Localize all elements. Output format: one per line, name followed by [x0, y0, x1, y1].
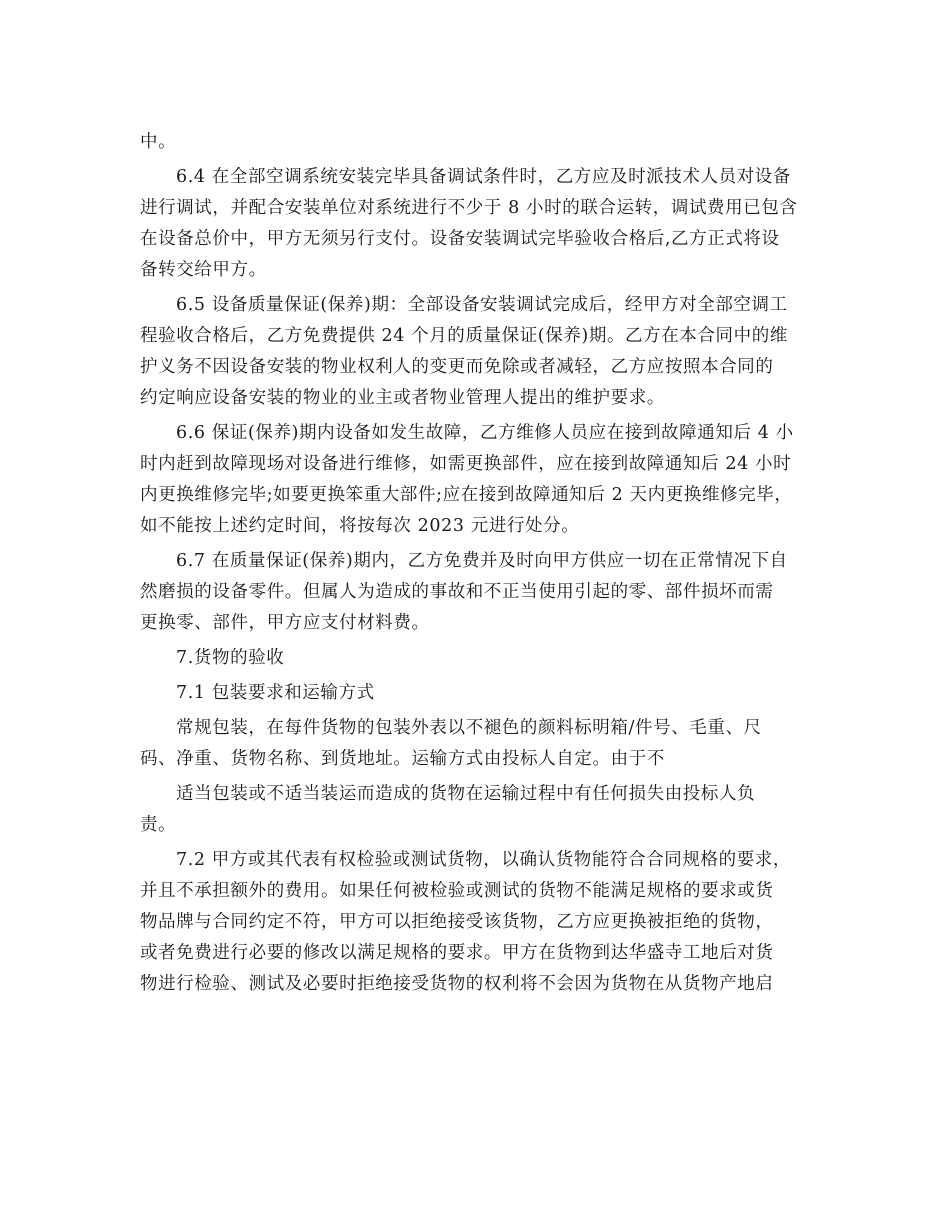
text-line: 常规包装，在每件货物的包装外表以不褪色的颜料标明箱/件号、毛重、尺 [176, 718, 762, 738]
text-line: 码、净重、货物名称、到货地址。运输方式由投标人自定。由于不 [140, 749, 665, 769]
text-line: 6.4 在全部空调系统安装完毕具备调试条件时，乙方应及时派技术人员对设备 [176, 167, 791, 187]
text-line: 然磨损的设备零件。但属人为造成的事故和不正当使用引起的零、部件损坏而需 [140, 582, 774, 602]
text-line: 中。 [140, 132, 177, 152]
text-line: 进行调试，并配合安装单位对系统进行不少于 8 小时的联合运转，调试费用已包含 [140, 198, 798, 218]
paragraph-p9 [140, 845, 812, 1000]
text-line: 在设备总价中，甲方无须另行支付。设备安装调试完毕验收合格后,乙方正式将设 [140, 229, 780, 249]
text-line: 7.2 甲方或其代表有权检验或测试货物，以确认货物能符合合同规格的要求， [176, 850, 791, 870]
text-line: 如不能按上述约定时间，将按每次 2023 元进行处分。 [140, 516, 580, 536]
document-body [140, 127, 812, 1004]
paragraph-p5 [140, 643, 812, 674]
text-line: 6.6 保证(保养)期内设备如发生故障，乙方维修人员应在接到故障通知后 4 小 [176, 423, 794, 443]
paragraph-p2 [140, 290, 812, 414]
paragraph-p4 [140, 546, 812, 639]
paragraph-p0 [140, 127, 812, 158]
text-line: 或者免费进行必要的修改以满足规格的要求。甲方在货物到达华盛寺工地后对货 [140, 943, 774, 963]
paragraph-p6 [140, 678, 812, 709]
text-line: 7.1 包装要求和运输方式 [176, 683, 375, 703]
text-line: 适当包装或不适当装运而造成的货物在运输过程中有任何损失由投标人负 [176, 784, 756, 804]
text-line: 约定响应设备安装的物业的业主或者物业管理人提出的维护要求。 [140, 388, 665, 408]
text-line: 7.货物的验收 [176, 648, 285, 668]
text-line: 护义务不因设备安装的物业权利人的变更而免除或者减轻，乙方应按照本合同的 [140, 357, 774, 377]
text-line: 内更换维修完毕;如要更换笨重大部件;应在接到故障通知后 2 天内更换维修完毕， [140, 485, 793, 505]
paragraph-p7 [140, 713, 812, 775]
text-line: 6.5 设备质量保证(保养)期：全部设备安装调试完成后，经甲方对全部空调工 [176, 295, 788, 315]
paragraph-p3 [140, 418, 812, 542]
paragraph-p1 [140, 162, 812, 286]
text-line: 并且不承担额外的费用。如果任何被检验或测试的货物不能满足规格的要求或货 [140, 881, 774, 901]
text-line: 时内赶到故障现场对设备进行维修，如需更换部件，应在接到故障通知后 24 小时 [140, 454, 792, 474]
paragraph-p8 [140, 779, 812, 841]
text-line: 备转交给甲方。 [140, 260, 267, 280]
text-line: 更换零、部件，甲方应支付材料费。 [140, 613, 430, 633]
text-line: 责。 [140, 815, 177, 835]
text-line: 物品牌与合同约定不符，甲方可以拒绝接受该货物，乙方应更换被拒绝的货物， [140, 912, 774, 932]
text-line: 6.7 在质量保证(保养)期内，乙方免费并及时向甲方供应一切在正常情况下自 [176, 551, 788, 571]
text-line: 物进行检验、测试及必要时拒绝接受货物的权利将不会因为货物在从货物产地启 [140, 974, 774, 994]
text-line: 程验收合格后，乙方免费提供 24 个月的质量保证(保养)期。乙方在本合同中的维 [140, 326, 788, 346]
